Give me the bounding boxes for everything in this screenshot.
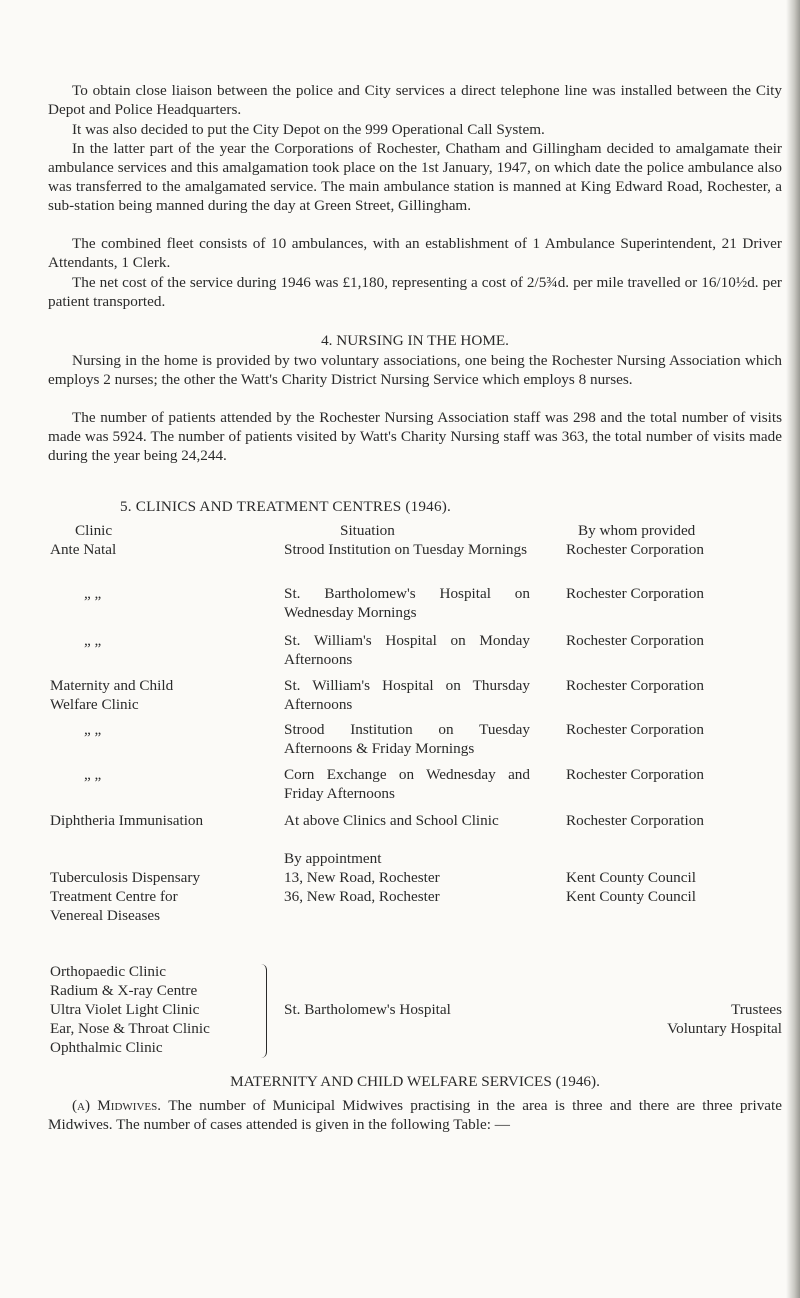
paragraph: It was also decided to put the City Depot on the 999 Operational Call System.	[72, 121, 545, 138]
column-header-situation: Situation	[340, 522, 395, 539]
paragraph: In the latter part of the year the Corporations of Rochester, Chatham and Gillingham decided to amalgamate their ambulance services and this amalgamation took place on the 1st January, 1947, on which date the police ambulance also was transferred to the amalgamated service. The main ambulance station is manned at King Edward Road, Rochester, a sub-station being manned during the day at Green Street, Gillingham.	[48, 140, 782, 214]
paragraph: The combined fleet consists of 10 ambulances, with an establishment of 1 Ambulance Superintendent, 21 Driver Attendants, 1 Clerk.	[48, 235, 782, 271]
maternity-paragraph	[48, 1096, 782, 1134]
table-cell-clinic: „ „	[84, 721, 102, 738]
table-cell-clinic: Ophthalmic Clinic	[50, 1039, 163, 1056]
maternity-text: The number of Municipal Midwives practising in the area is three and there are three private Midwives. The number of cases attended is given in the following Table: —	[48, 1097, 782, 1133]
table-cell-clinic: Ear, Nose & Throat Clinic	[50, 1020, 210, 1037]
table-cell-provider: Voluntary Hospital	[667, 1020, 782, 1037]
section-heading: 4. NURSING IN THE HOME.	[321, 332, 509, 349]
table-cell-clinic: Treatment Centre for Venereal Diseases	[50, 888, 178, 924]
table-cell-provider: Rochester Corporation	[566, 721, 704, 738]
table-cell-provider: Rochester Corporation	[566, 812, 704, 829]
table-cell-situation-note: By appointment	[284, 850, 382, 867]
grouping-brace	[256, 964, 267, 1058]
column-header-provider: By whom provided	[578, 522, 696, 539]
table-cell-provider: Rochester Corporation	[566, 541, 704, 558]
table-cell-provider: Rochester Corporation	[566, 766, 704, 783]
table-cell-clinic: Diphtheria Immunisation	[50, 812, 204, 829]
table-cell-situation: 13, New Road, Rochester	[284, 869, 440, 886]
table-cell-situation: Corn Exchange on Wednesday and Friday Afternoons	[284, 766, 530, 802]
table-cell-provider: Trustees	[731, 1001, 782, 1018]
table-cell-clinic: „ „	[84, 585, 102, 602]
paragraph: To obtain close liaison between the police and City services a direct telephone line was installed between the City Depot and Police Headquarters.	[48, 82, 782, 118]
paragraph: Nursing in the home is provided by two voluntary associations, one being the Rochester Nursing Association which employs 2 nurses; the other the Watt's Charity District Nursing Service which employs 8 nurses.	[48, 352, 782, 388]
table-cell-situation: St. William's Hospital on Thursday Afternoons	[284, 677, 530, 713]
table-cell-clinic: Tuberculosis Dispensary	[50, 869, 201, 886]
table-cell-provider: Rochester Corporation	[566, 585, 704, 602]
maternity-lead-label: (a) Midwives.	[72, 1097, 169, 1114]
table-cell-situation: Strood Institution on Tuesday Afternoons & Friday Mornings	[284, 721, 530, 757]
table-cell-situation: St. William's Hospital on Monday Afternoons	[284, 632, 530, 668]
table-cell-clinic: Ultra Violet Light Clinic	[50, 1001, 200, 1018]
table-cell-clinic: Radium & X-ray Centre	[50, 982, 198, 999]
table-cell-situation: St. Bartholomew's Hospital	[284, 1001, 451, 1018]
page-edge-shadow	[786, 0, 800, 1298]
table-cell-situation: 36, New Road, Rochester	[284, 888, 440, 905]
table-cell-provider: Kent County Council	[566, 888, 696, 905]
table-cell-situation: At above Clinics and School Clinic	[284, 812, 499, 829]
table-cell-clinic: Orthopaedic Clinic	[50, 963, 166, 980]
table-cell-provider: Kent County Council	[566, 869, 696, 886]
column-header-clinic: Clinic	[75, 522, 113, 539]
section-heading: 5. CLINICS AND TREATMENT CENTRES (1946).	[120, 498, 452, 515]
paragraph: The net cost of the service during 1946 was £1,180, representing a cost of 2/5¾d. per mile travelled or 16/10½d. per patient transported.	[48, 274, 782, 310]
section-heading: MATERNITY AND CHILD WELFARE SERVICES (1946).	[230, 1073, 600, 1090]
table-cell-provider: Rochester Corporation	[566, 677, 704, 694]
table-cell-clinic: „ „	[84, 632, 102, 649]
table-cell-clinic: Maternity and Child Welfare Clinic	[50, 677, 174, 713]
table-cell-provider: Rochester Corporation	[566, 632, 704, 649]
paragraph: The number of patients attended by the Rochester Nursing Association staff was 298 and the total number of visits made was 5924. The number of patients visited by Watt's Charity Nursing staff was 363, the total number of visits made during the year being 24,244.	[48, 409, 782, 464]
table-cell-situation: St. Bartholomew's Hospital on Wednesday Mornings	[284, 585, 530, 621]
table-cell-clinic: Ante Natal	[50, 541, 117, 558]
table-cell-situation: Strood Institution on Tuesday Mornings	[284, 541, 528, 558]
table-cell-clinic: „ „	[84, 766, 102, 783]
